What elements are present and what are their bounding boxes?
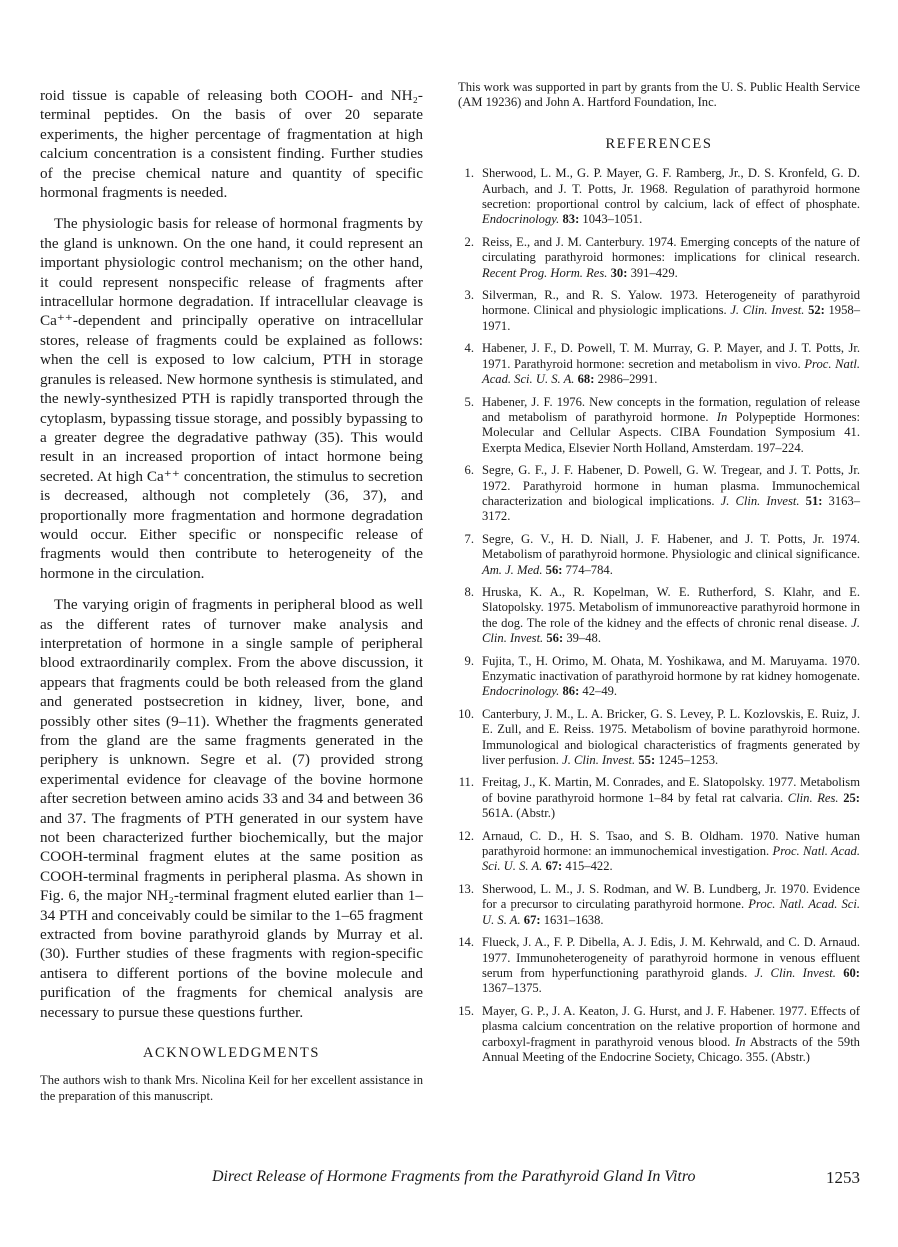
reference-authors: Segre, G. V., H. D. Niall, J. F. Habener, and J. T. Potts, Jr. 1974. Metabolism of parathyroid hormone. Physiologic and clinical significance. [482,531,860,562]
reference-item [458,654,860,700]
reference-authors: Flueck, J. A., F. P. Dibella, A. J. Edis, J. M. Kehrwald, and C. D. Arnaud. 1977. Immunoheterogeneity of parathyroid hormone in venous effluent serum from hyperfunctioning parathyroid glands. [482,935,860,980]
reference-journal: J. Clin. Invest. [562,753,636,768]
reference-text [482,235,860,281]
reference-number: 9. [464,653,474,668]
reference-journal: Endocrinology. [482,212,560,227]
reference-authors: Arnaud, C. D., H. S. Tsao, and S. B. Oldham. 1970. Native human parathyroid hormone: an immunochemical investigation. [482,828,860,859]
body-paragraph: The varying origin of fragments in peripheral blood as well as the different rates of turnover make analysis and interpretation of hormone in a single sample of peripheral blood extraordinarily complex. From the above discussion, it appears that fragments could be both released from the gland and generated postsecretion in kidney, liver, bone, and possibly other sites (9–11). Whether the fragments generated from the gland are the same fragments generated in the periphery is unknown. Segre et al. (7) provided strong experimental evidence for cleavage of the bovine hormone after secretion between amino acids 33 and 34 and between 36 and 37. The fragments of PTH generated in our system have not been characterized further biochemically, but the major COOH-terminal fragment elutes at the same position as COOH-terminal fragments in peripheral plasma. As shown in Fig. 6, the major NH₂-terminal fragment eluted earlier than 1–34 PTH and conceivably could be similar to the 1–65 fragment extracted from bovine parathyroid glands by Murray et al. (30). Further studies of these fragments with region-specific antisera to different portions of the bovine molecule and purification of the fragments for chemical analysis are necessary to pursue these questions further. [40,596,423,1021]
reference-number: 5. [464,394,474,409]
reference-text [482,288,860,334]
references-heading: REFERENCES [605,135,713,152]
reference-item [458,829,860,875]
right-column [458,80,860,1072]
reference-pages: 415–422. [565,859,613,874]
reference-text [482,532,860,578]
reference-journal: Proc. Natl. Acad. Sci. U. S. A. [482,897,860,927]
reference-pages: 774–784. [565,562,613,577]
reference-authors: Silverman, R., and R. S. Yalow. 1973. Heterogeneity of parathyroid hormone. Clinical and physiologic implications. [482,288,860,318]
reference-authors: Freitag, J., K. Martin, M. Conrades, and E. Slatopolsky. 1977. Metabolism of bovine parathyroid hormone 1–84 by fetal rat calvaria. [482,775,860,805]
reference-text [482,395,860,457]
body-paragraph: roid tissue is capable of releasing both COOH- and NH₂-terminal peptides. On the basis of over 20 separate experiments, the higher percentage of fragmentation at high calcium concentration is a consistent finding. Further studies of the precise chemical nature and quantity of specific hormonal fragments is needed. [40,87,423,202]
reference-volume: 56: [546,631,564,646]
reference-volume: 67: [545,859,563,874]
reference-item [458,935,860,997]
acknowledgments-heading: ACKNOWLEDGMENTS [142,1045,321,1062]
reference-item [458,341,860,387]
reference-volume: 30: [610,265,628,280]
reference-text [482,829,860,875]
page-number: 1253 [826,1168,860,1187]
reference-item [458,166,860,228]
reference-volume: 52: [808,303,825,318]
reference-volume: 55: [638,753,656,768]
reference-authors: Fujita, T., H. Orimo, M. Ohata, M. Yoshikawa, and M. Maruyama. 1970. Enzymatic inactivation of parathyroid hormone by rat kidney homogenate. [482,653,860,683]
reference-pages: 1043–1051. [582,212,643,227]
reference-number: 10. [458,706,474,721]
reference-number: 15. [458,1003,474,1018]
reference-authors: Sherwood, L. M., G. P. Mayer, G. F. Ramberg, Jr., D. S. Kronfeld, G. D. Aurbach, and J. T. Potts, Jr. 1968. Regulation of parathyroid hormone secretion: proportional control by calcium, lack of effect of phosphate. [482,166,860,212]
reference-journal: J. Clin. Invest. [730,303,805,318]
reference-text [482,166,860,228]
reference-authors: Canterbury, J. M., L. A. Bricker, G. S. Levey, P. L. Kozlovskis, E. Ruiz, J. E. Zull, and E. Reiss. 1975. Metabolism of bovine parathyroid hormone. Immunological and biological characteristics of fragments generated by liver perfusion. [482,706,860,768]
reference-authors: Sherwood, L. M., J. S. Rodman, and W. B. Lundberg, Jr. 1970. Evidence for a precursor to circulating parathyroid hormone. [482,881,860,912]
reference-text [482,775,860,821]
reference-pages: 391–429. [630,265,678,280]
reference-item [458,463,860,525]
reference-number: 2. [464,234,474,249]
reference-volume: 60: [843,965,860,980]
page-footer [212,1168,860,1188]
reference-volume: 83: [562,212,580,227]
reference-text [482,1004,860,1066]
reference-text [482,341,860,387]
reference-text [482,585,860,647]
reference-journal: Clin. Res. [787,790,839,805]
reference-text [482,463,860,525]
reference-number: 3. [464,288,474,303]
reference-item [458,882,860,928]
reference-authors: Habener, J. F. 1976. New concepts in the formation, regulation of release and metabolism of parathyroid hormone. [482,394,860,424]
reference-item [458,532,860,578]
reference-pages: Polypeptide Hormones: Molecular and Cellular Aspects. CIBA Foundation Symposium 41. Exerpta Medica, Elsevier North Holland, Amsterdam. 197–224. [482,409,860,455]
reference-journal: In [716,409,728,424]
reference-pages: 3163–3172. [482,493,861,524]
reference-item [458,585,860,647]
reference-pages: 1245–1253. [658,753,719,768]
reference-number: 7. [464,531,474,546]
reference-item [458,235,860,281]
reference-number: 6. [464,463,474,478]
reference-journal: Proc. Natl. Acad. Sci. U. S. A. [482,356,860,387]
reference-journal: J. Clin. Invest. [754,965,836,980]
reference-journal: Recent Prog. Horm. Res. [482,265,608,280]
reference-authors: Mayer, G. P., J. A. Keaton, J. G. Hurst, and J. F. Habener. 1977. Effects of plasma calcium concentration on the relative proportion of hormone and carboxyl-fragment in parathyroid venous blood. [482,1003,860,1049]
reference-number: 13. [458,881,474,896]
reference-volume: 56: [545,562,563,577]
reference-pages: 561A. (Abstr.) [482,806,556,821]
left-column [40,86,423,1104]
reference-text [482,654,860,700]
reference-number: 4. [464,341,474,356]
reference-authors: Reiss, E., and J. M. Canterbury. 1974. Emerging concepts of the nature of circulating parathyroid hormones: implications for clinical research. [482,234,860,265]
reference-pages: 39–48. [566,631,601,646]
reference-item [458,775,860,821]
reference-number: 14. [458,935,474,950]
reference-authors: Hruska, K. A., R. Kopelman, W. E. Rutherford, S. Klahr, and E. Slatopolsky. 1975. Metabolism of immunoreactive parathyroid hormone in the dog. The role of the kidney and the effects of chronic renal disease. [482,584,860,630]
reference-item [458,288,860,334]
reference-journal: In [735,1034,746,1049]
reference-journal: Am. J. Med. [482,562,543,577]
reference-text [482,935,860,997]
reference-journal: Endocrinology. [482,684,560,699]
acknowledgments-text: The authors wish to thank Mrs. Nicolina Keil for her excellent assistance in the preparation of this manuscript. [40,1072,423,1103]
reference-item [458,1004,860,1066]
reference-pages: Abstracts of the 59th Annual Meeting of the Endocrine Society, Chicago. 355. (Abstr.) [482,1034,860,1064]
reference-volume: 51: [805,493,823,508]
reference-volume: 25: [843,790,860,805]
reference-pages: 1367–1375. [482,981,542,996]
reference-volume: 86: [562,684,580,699]
reference-pages: 1631–1638. [543,912,604,927]
reference-number: 12. [458,828,474,843]
reference-pages: 2986–2991. [597,372,658,387]
reference-pages: 42–49. [582,684,618,699]
reference-item [458,707,860,769]
reference-number: 11. [458,775,474,790]
reference-pages: 1958–1971. [482,303,860,333]
reference-volume: 67: [523,912,541,927]
reference-journal: J. Clin. Invest. [482,615,860,646]
reference-journal: J. Clin. Invest. [720,493,800,508]
reference-item [458,395,860,457]
reference-journal: Proc. Natl. Acad. Sci. U. S. A. [482,844,861,874]
reference-text [482,707,860,769]
reference-authors: Segre, G. F., J. F. Habener, D. Powell, G. W. Tregear, and J. T. Potts, Jr. 1972. Parathyroid hormone in human plasma. Immunochemical characterization and biological implications. [482,463,860,508]
running-title: Direct Release of Hormone Fragments from the Parathyroid Gland In Vitro [212,1168,696,1185]
reference-text [482,882,860,928]
reference-number: 8. [464,584,474,599]
body-paragraph: The physiologic basis for release of hormonal fragments by the gland is unknown. On the one hand, it could represent an important physiologic control mechanism; on the other hand, it could represent nonspecific release of fragments after intracellular hormone degradation. If intracellular cleavage is Ca⁺⁺-dependent and principally operative on intracellular stores, release of fragments could be explained as follows: when the cell is exposed to low calcium, PTH in storage granules is released. New hormone synthesis is stimulated, and the newly-synthesized PTH is rapidly transported through the cytoplasm, bypassing tissue storage, and possibly bypassing to a greater degree the degradative pathway (35). This would result in an increased proportion of intact hormone being secreted. At high Ca⁺⁺ concentration, the stimulus to secretion is decreased, although not completely (36, 37), and proportionally more fragmentation and hormone degradation would occur. Either specific or nonspecific release of fragments would then contribute to heterogeneity of the hormone in the circulation. [40,215,423,582]
reference-authors: Habener, J. F., D. Powell, T. M. Murray, G. P. Mayer, and J. T. Potts, Jr. 1971. Parathyroid hormone: secretion and metabolism in vivo. [482,341,860,371]
reference-list [458,166,860,1065]
funding-note: This work was supported in part by grants from the U. S. Public Health Service (AM 19236) and John A. Hartford Foundation, Inc. [458,80,860,110]
reference-number: 1. [464,166,474,181]
reference-volume: 68: [577,372,595,387]
